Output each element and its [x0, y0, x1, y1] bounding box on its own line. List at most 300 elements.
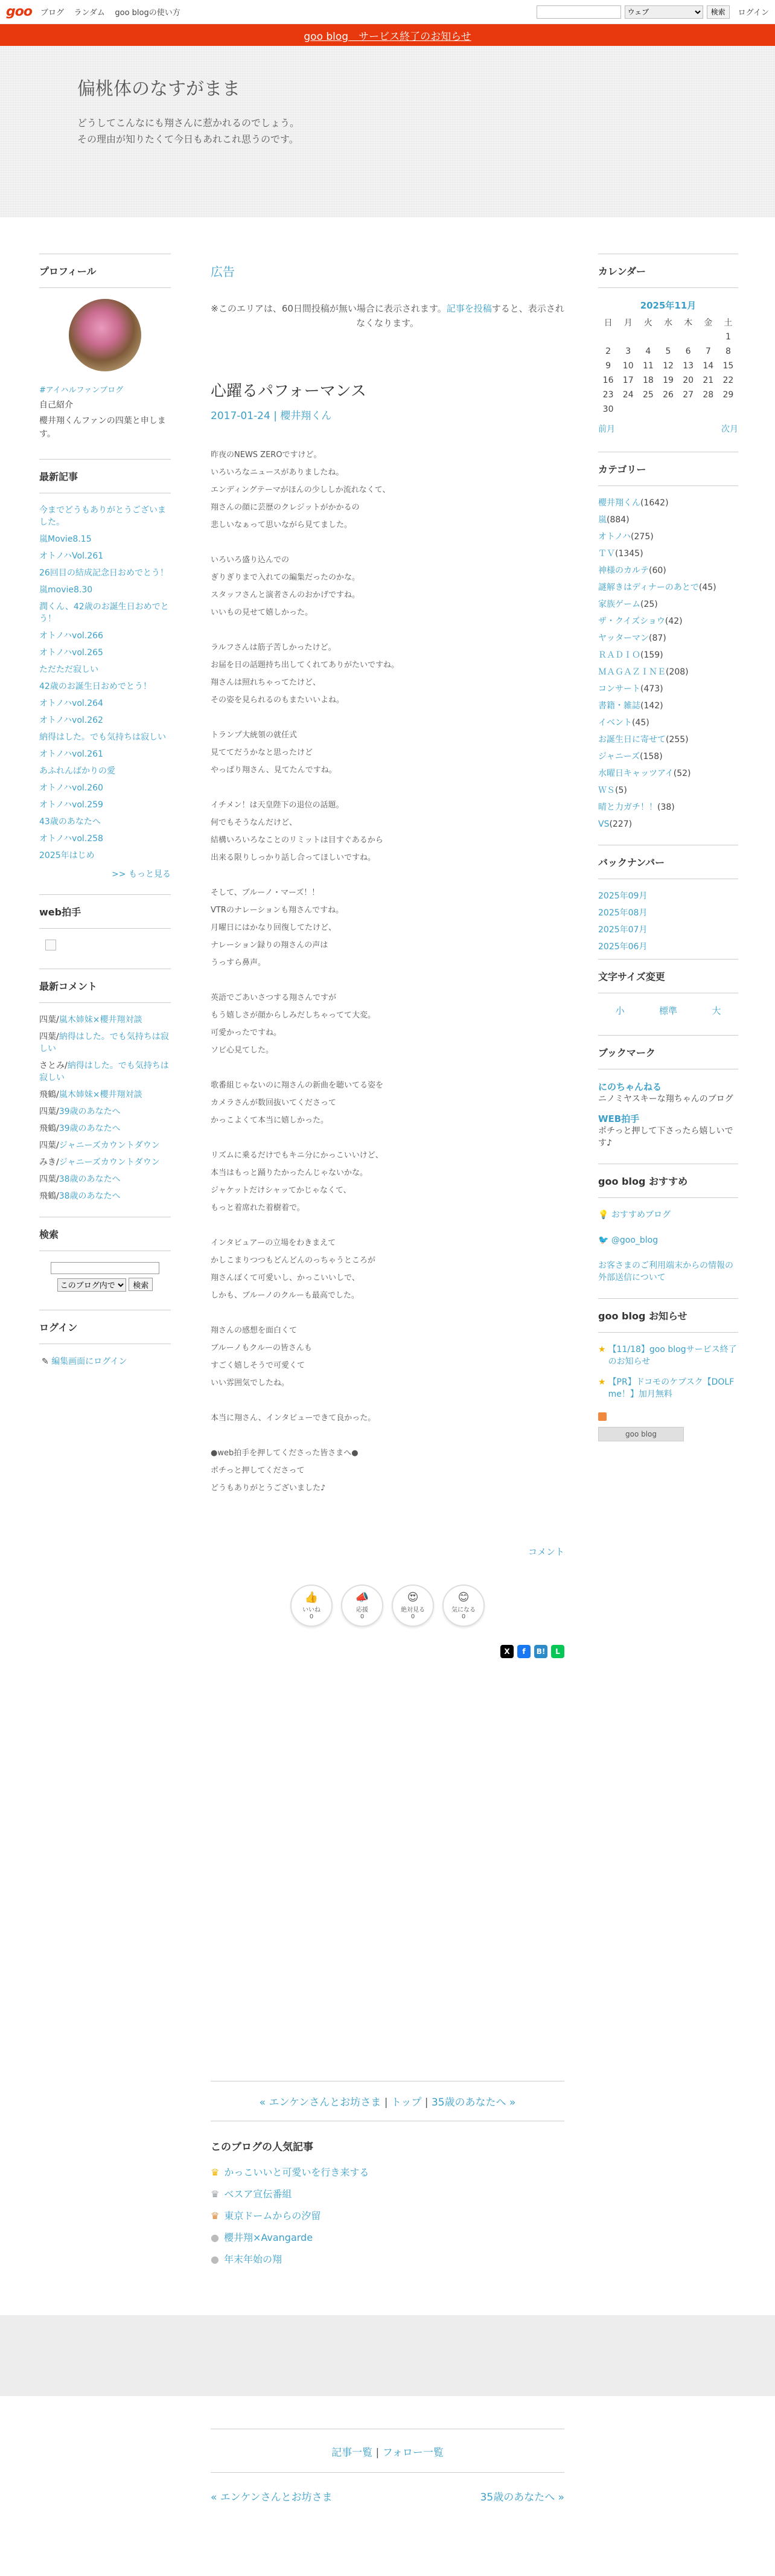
calendar-day: 6	[685, 347, 691, 356]
calendar-day: 26	[663, 390, 674, 400]
list-item	[598, 582, 738, 594]
recent-post-link[interactable]: 26回目の結成記念日おめでとう！	[39, 568, 168, 578]
reaction-label: いいね	[302, 1607, 321, 1613]
calendar-day: 10	[622, 361, 634, 371]
bookmark-box	[598, 1035, 738, 1149]
ad-text-1: ※このエリアは、60日間投稿が無い場合に表示されます。	[211, 303, 447, 314]
calendar-day: 25	[642, 390, 654, 400]
list-item	[39, 782, 171, 794]
news-title: goo blog お知らせ	[598, 1298, 738, 1333]
recommend-blog-link[interactable]: おすすめブログ	[611, 1210, 671, 1220]
post-line: 本当はもっと踊りたかったんじゃないかな。	[211, 1168, 368, 1177]
top-login-link[interactable]: ログイン	[738, 8, 769, 18]
category-link[interactable]: 晴と力ガチ！！	[598, 803, 657, 812]
recent-post-link[interactable]: 今までどうもありがとうございました。	[39, 505, 166, 527]
calendar-day: 4	[645, 347, 651, 356]
recent-post-link[interactable]: オトノハvol.261	[39, 749, 103, 759]
list-item	[598, 548, 738, 560]
category-count: (87)	[649, 633, 666, 643]
nav-random[interactable]: ランダム	[74, 8, 105, 18]
next-post-link[interactable]: 35歳のあなたへ »	[431, 2097, 516, 2109]
calendar-day: 12	[663, 361, 674, 371]
content-wrap	[0, 217, 775, 2270]
calendar-prev-month[interactable]: 前月	[598, 425, 615, 434]
blog-search-input[interactable]	[51, 1262, 159, 1274]
top-search	[537, 5, 769, 19]
recent-comments-box	[39, 969, 171, 1202]
recent-post-link[interactable]: オトノハvol.258	[39, 834, 103, 844]
list-item: 飛鶴/嵐木姉妹×櫻井翔対談	[39, 1090, 142, 1100]
calendar-day: 15	[722, 361, 734, 371]
list-item	[598, 497, 738, 509]
recent-posts-list	[39, 504, 171, 862]
popular-list	[211, 2162, 564, 2270]
calendar-day: 21	[703, 376, 714, 385]
recent-post-link[interactable]: オトノハvol.259	[39, 800, 103, 810]
facebook-share-icon[interactable]: f	[517, 1645, 531, 1658]
blog-search-scope[interactable]	[57, 1278, 126, 1292]
comment-post-link[interactable]: 39歳のあなたへ	[59, 1124, 121, 1133]
calendar-day: 8	[725, 347, 731, 356]
category-count: (38)	[657, 803, 675, 812]
list-item: 四葉/嵐木姉妹×櫻井翔対談	[39, 1015, 142, 1025]
service-end-notice	[0, 24, 775, 46]
post-line: ぎりぎりまで入れての編集だったのかな。	[211, 573, 360, 582]
admin-login-link[interactable]: 編集画面にログイン	[51, 1357, 127, 1366]
reaction-label: 応援	[356, 1607, 368, 1613]
list-item	[598, 767, 738, 780]
goo-blog-badge[interactable]: goo blog	[598, 1427, 684, 1441]
category-link[interactable]: イベント	[598, 718, 632, 728]
comment-author: さとみ	[39, 1061, 65, 1071]
footer-next-post-link[interactable]: 35歳のあなたへ »	[480, 2491, 564, 2504]
list-item	[39, 533, 171, 545]
profile-title: プロフィール	[39, 254, 171, 288]
news-link-1[interactable]: 【11/18】goo blogサービス終了のお知らせ	[608, 1345, 737, 1366]
avatar	[69, 299, 141, 371]
nav-howto[interactable]: goo blogの使い方	[115, 8, 180, 18]
x-share-icon[interactable]: X	[500, 1645, 514, 1658]
list-item	[39, 714, 171, 726]
reaction-button[interactable]	[392, 1584, 434, 1627]
backnumber-link[interactable]: 2025年08月	[598, 908, 648, 918]
reaction-buttons	[211, 1584, 564, 1627]
category-count: (208)	[666, 667, 689, 677]
list-item	[598, 717, 738, 729]
post-line: もう嬉しさが顔からしみだしちゃってて大変。	[211, 1011, 376, 1020]
blog-description-2: その理由が知りたくて今日もあれこれ思うのです。	[77, 133, 299, 145]
weekday-header: 火	[643, 318, 652, 328]
list-item	[39, 647, 171, 659]
popular-post-link[interactable]: 櫻井翔×Avangarde	[223, 2232, 313, 2243]
comment-post-link[interactable]: 38歳のあなたへ	[59, 1191, 121, 1201]
calendar-box	[598, 254, 738, 435]
list-item	[211, 2249, 564, 2270]
category-count: (42)	[665, 617, 683, 626]
popular-post-link[interactable]: かっこいいと可愛いを行き来する	[224, 2167, 369, 2178]
popular-post-link[interactable]: 東京ドームからの汐留	[224, 2210, 321, 2222]
post-line: いいもの見せて嬉しかった。	[211, 608, 313, 617]
calendar-day	[678, 402, 698, 417]
calendar-day: 28	[703, 390, 714, 400]
search-box	[39, 1217, 171, 1292]
list-item	[598, 514, 738, 526]
list-item: 四葉/ジャニーズカウントダウン	[39, 1141, 160, 1150]
calendar-day: 23	[602, 390, 614, 400]
recent-post-link[interactable]: オトノハvol.265	[39, 648, 103, 658]
list-item	[598, 666, 738, 678]
category-link[interactable]: ＷＳ	[598, 786, 615, 795]
calendar-day: 16	[602, 376, 614, 385]
popular-post-link[interactable]: 年末年始の翔	[223, 2254, 282, 2265]
category-link[interactable]: ＲＡＤＩＯ	[598, 650, 640, 660]
list-item	[598, 941, 738, 953]
calendar-month: 2025年11月	[640, 300, 697, 311]
post-line: もっと着席れた着樹着で。	[211, 1203, 305, 1213]
weekday-header: 土	[724, 318, 733, 328]
line-share-icon[interactable]: L	[551, 1645, 564, 1658]
post-date: 2017-01-24	[211, 410, 270, 422]
popular-post-link[interactable]: ベスア宣伝番組	[224, 2188, 292, 2200]
post-title[interactable]: 心躍るパフォーマンス	[211, 382, 366, 400]
recent-post-link[interactable]: 納得はした。でも気持ちは寂しい	[39, 732, 166, 742]
calendar-day: 13	[683, 361, 694, 371]
calendar-day	[618, 330, 638, 344]
category-count: (275)	[631, 532, 654, 542]
comment-post-link[interactable]: ジャニーズカウントダウン	[59, 1158, 160, 1167]
post-line: うっすら鼻声。	[211, 958, 266, 967]
list-item	[39, 567, 171, 579]
post-category-link[interactable]: 櫻井翔くん	[280, 410, 332, 422]
popular-title: このブログの人気記事	[211, 2141, 313, 2153]
category-link[interactable]: 書籍・雑誌	[598, 701, 640, 711]
category-link[interactable]: ヤッターマン	[598, 633, 649, 643]
reaction-button[interactable]	[442, 1584, 485, 1627]
recent-post-link[interactable]: オトノハvol.260	[39, 783, 103, 793]
weekday-header: 月	[624, 318, 633, 328]
post-line: ソビ心見てした。	[211, 1046, 274, 1055]
backnumber-link[interactable]: 2025年06月	[598, 942, 648, 952]
post-line: 翔さんの顔に芸歴のクレジットがかかるの	[211, 503, 360, 512]
backnumber-list[interactable]	[598, 890, 738, 952]
post-line: 悲しいなぁって思いながら見てました。	[211, 521, 352, 530]
reaction-button[interactable]	[341, 1584, 383, 1627]
bookmark-desc-webclap: ポチっと押して下さったら嬉しいです♪	[598, 1126, 733, 1148]
profile-tag-link[interactable]: #アイハルファンブログ	[39, 386, 124, 395]
bookmark-link-nino[interactable]: にのちゃんねる	[598, 1081, 662, 1092]
post-line	[211, 1392, 564, 1409]
post-line: ジャケットだけシャッてかじゃなくて、	[211, 1186, 351, 1195]
category-link[interactable]: VS	[598, 819, 610, 829]
crown-icon: ●	[211, 2232, 219, 2243]
post-line: VTRのナレーションも翔さんですね。	[211, 906, 344, 915]
external-transmission-link[interactable]: お客さまのご利用端末からの情報の外部送信について	[598, 1261, 733, 1283]
category-title: カテゴリー	[598, 452, 738, 486]
category-link[interactable]: オトノハ	[598, 532, 631, 542]
more-posts-link[interactable]: >> もっと見る	[112, 870, 171, 879]
category-count: (5)	[615, 786, 627, 795]
post-line: イチメン！は天皇陛下の退位の話題。	[211, 801, 344, 810]
reaction-button[interactable]	[290, 1584, 333, 1627]
goo-blog-twitter-link[interactable]: @goo_blog	[611, 1235, 659, 1245]
webclap-image[interactable]	[45, 940, 56, 950]
backnumber-link[interactable]: 2025年07月	[598, 925, 648, 935]
footer-band	[0, 2315, 775, 2396]
calendar-day	[698, 330, 718, 344]
calendar-day: 30	[602, 405, 614, 414]
post-line: かっこよくて本当に嬉しかった。	[211, 1116, 329, 1125]
category-link[interactable]: ＴＶ	[598, 549, 615, 559]
category-count: (45)	[698, 583, 716, 592]
nav-blog[interactable]: ブログ	[40, 8, 64, 18]
comment-author: 飛鶴	[39, 1191, 56, 1201]
comment-post-link[interactable]: 納得はした。でも気持ちは寂しい	[39, 1061, 169, 1083]
list-item	[598, 632, 738, 644]
comment-link[interactable]: コメント	[528, 1546, 564, 1557]
star-icon: ★	[598, 1377, 606, 1387]
calendar-day: 3	[625, 347, 631, 356]
right-sidebar	[598, 254, 738, 2270]
list-item	[598, 615, 738, 627]
backnumber-title: バックナンバー	[598, 845, 738, 879]
category-box	[598, 452, 738, 830]
reaction-count: 0	[309, 1613, 314, 1620]
recent-post-link[interactable]: 嵐movie8.30	[39, 585, 93, 595]
list-item	[211, 2205, 564, 2227]
post-line	[211, 1059, 564, 1077]
post-line	[211, 621, 564, 639]
news-box	[598, 1298, 738, 1441]
category-link[interactable]: 水曜日キャッツアイ	[598, 769, 674, 778]
footer: 記事一覧 | フォロー一覧 « エンケンさんとお坊さま 35歳のあなたへ »	[211, 2396, 564, 2576]
weekday-header: 金	[704, 318, 713, 328]
post-line: その姿を見られるのもまたいいよね。	[211, 696, 345, 705]
category-link[interactable]: お誕生日に寄せて	[598, 735, 666, 745]
post-line	[211, 972, 564, 989]
comment-author: 四葉	[39, 1141, 56, 1150]
recent-post-link[interactable]: ただただ寂しい	[39, 665, 98, 674]
recent-comments-list	[39, 1014, 171, 1202]
calendar-day	[618, 402, 638, 417]
list-item	[39, 681, 171, 693]
list-item	[598, 649, 738, 661]
calendar-day	[718, 402, 738, 417]
category-count: (25)	[640, 600, 658, 609]
comment-author: 飛鶴	[39, 1124, 56, 1133]
list-item	[211, 2184, 564, 2205]
list-item	[39, 630, 171, 642]
recent-post-link[interactable]: オトノハvol.262	[39, 716, 103, 725]
calendar-day	[638, 402, 658, 417]
category-count: (60)	[649, 566, 666, 575]
blog-search-button[interactable]: 検索	[129, 1278, 153, 1291]
reaction-emoji-icon: 😍	[407, 1591, 419, 1604]
rss-icon[interactable]	[598, 1412, 607, 1421]
reaction-label: 気になる	[451, 1607, 476, 1613]
blog-description-1: どうしてこんなにも翔さんに惹かれるのでしょう。	[77, 117, 300, 129]
calendar-next-month[interactable]: 次月	[721, 425, 738, 434]
post-line: 翔さんの感想を面白くて	[211, 1326, 298, 1335]
post-line: ラルフさんは筋子苦しかったけど。	[211, 643, 336, 652]
recent-posts-title: 最新記事	[39, 459, 171, 493]
post-line: ポチっと押してくださって	[211, 1466, 305, 1475]
post-line: やっぱり翔さん、見てたんですね。	[211, 766, 337, 775]
post-line: 昨夜のNEWS ZEROですけど。	[211, 450, 322, 460]
hatena-share-icon[interactable]: B!	[534, 1645, 547, 1658]
comment-post-link[interactable]: 38歳のあなたへ	[59, 1174, 121, 1184]
share-buttons	[211, 1645, 564, 1658]
comment-author: 四葉	[39, 1032, 56, 1042]
post-line	[211, 1217, 564, 1234]
backnumber-link[interactable]: 2025年09月	[598, 891, 648, 901]
list-item	[39, 504, 171, 528]
post-line	[211, 1129, 564, 1147]
footer-prev-post-link[interactable]: « エンケンさんとお坊さま	[211, 2491, 333, 2504]
post-line: かしこまりつつもどんどんのっちゃうところが	[211, 1256, 375, 1265]
category-link[interactable]: ＭＡＧＡＺＩＮＥ	[598, 667, 666, 677]
recent-post-link[interactable]: 43歳のあなたへ	[39, 817, 101, 827]
post-body	[211, 446, 564, 1497]
list-item	[211, 2227, 564, 2249]
star-icon: ★	[598, 1345, 606, 1354]
post-line: 歌番組じゃないのに翔さんの新曲を聴いてる姿を	[211, 1081, 384, 1090]
recent-post-link[interactable]: 42歳のお誕生日おめでとう！	[39, 682, 151, 691]
category-link[interactable]: 謎解きはディナーのあとで	[598, 583, 699, 592]
fontsize-box	[598, 959, 738, 1017]
search-title: 検索	[39, 1217, 171, 1251]
comment-post-link[interactable]: 嵐木姉妹×櫻井翔対談	[59, 1090, 142, 1100]
calendar-day	[638, 330, 658, 344]
list-item: 四葉/38歳のあなたへ	[39, 1174, 121, 1184]
left-sidebar	[39, 254, 171, 2270]
category-count: (142)	[640, 701, 663, 711]
top-search-button[interactable]: 検索	[707, 5, 730, 19]
profile-sub: 自己紹介	[39, 400, 73, 410]
top-link[interactable]: トップ	[391, 2097, 422, 2109]
twitter-icon: 🐦	[598, 1235, 609, 1245]
comment-post-link[interactable]: ジャニーズカウントダウン	[59, 1141, 160, 1150]
recent-post-link[interactable]: あふれんばかりの愛	[39, 766, 115, 776]
webclap-box	[39, 894, 171, 950]
recent-post-link[interactable]: 嵐Movie8.15	[39, 534, 92, 544]
calendar-day	[658, 330, 678, 344]
prev-post-link[interactable]: « エンケンさんとお坊さま	[259, 2097, 381, 2109]
category-count: (255)	[666, 735, 689, 745]
category-count: (158)	[640, 752, 663, 761]
category-count: (884)	[607, 515, 630, 525]
search-scope-select[interactable]	[625, 5, 703, 19]
list-item	[598, 700, 738, 712]
bookmark-link-webclap[interactable]: WEB拍手	[598, 1113, 640, 1124]
top-bar	[0, 0, 775, 24]
ad-title: 広告	[211, 264, 235, 279]
post-line: カメラさんが数回抜いてくださって	[211, 1098, 337, 1107]
comment-author: 四葉	[39, 1015, 56, 1025]
font-small-button[interactable]: 小	[615, 1005, 625, 1016]
post-line: 可愛かったですね。	[211, 1028, 282, 1037]
post-line: 結構いろいろなことのリミットは目すぐあるから	[211, 836, 383, 845]
post-line	[211, 867, 564, 884]
list-item	[598, 598, 738, 610]
post-line: 翔さんは照れちゃってたけど、	[211, 678, 321, 687]
reaction-count: 0	[461, 1613, 466, 1620]
calendar-day: 20	[683, 376, 694, 385]
category-list	[598, 497, 738, 830]
ad-post-link[interactable]: 記事を投稿	[446, 303, 492, 314]
top-search-input[interactable]	[537, 5, 621, 19]
article-list-link[interactable]: 記事一覧	[331, 2447, 373, 2459]
category-link[interactable]: コンサート	[598, 684, 640, 694]
calendar-day: 27	[683, 390, 694, 400]
post-line: いろいろ盛り込んでの	[211, 556, 290, 565]
top-nav	[40, 6, 188, 18]
category-link[interactable]: 家族ゲーム	[598, 600, 640, 609]
crown-icon: ♛	[211, 2167, 220, 2178]
recent-post-link[interactable]: 2025年はじめ	[39, 851, 95, 860]
calendar-day: 5	[665, 347, 671, 356]
recommend-title: goo blog おすすめ	[598, 1164, 738, 1198]
comment-post-link[interactable]: 嵐木姉妹×櫻井翔対談	[59, 1015, 142, 1025]
category-count: (1642)	[640, 498, 669, 508]
comment-author: 飛鶴	[39, 1090, 56, 1100]
post-line: そして、ブルーノ・マーズ！！	[211, 888, 320, 897]
post-line: いい雰囲気でしたね。	[211, 1379, 290, 1388]
calendar-day	[678, 330, 698, 344]
category-count: (227)	[609, 819, 633, 829]
comment-author: みき	[39, 1158, 56, 1167]
post-line: 何でもそうなんだけど、	[211, 818, 298, 827]
main-content	[211, 254, 564, 2270]
weekday-header: 木	[684, 318, 693, 328]
list-item	[39, 697, 171, 710]
recent-post-link[interactable]: 潤くん、42歳のお誕生日おめでとう！	[39, 602, 169, 624]
calendar-day: 29	[722, 390, 734, 400]
post-line: どうもありがとうございました♪	[211, 1484, 326, 1493]
post-line: 本当に翔さん、インタビューできて良かった。	[211, 1414, 376, 1423]
category-link[interactable]: ザ・クイズショウ	[598, 617, 665, 626]
recent-post-link[interactable]: オトノハvol.264	[39, 699, 103, 708]
blog-title[interactable]: 偏桃体のなすがまま	[77, 78, 240, 100]
comment-post-link[interactable]: 39歳のあなたへ	[59, 1107, 121, 1117]
calendar-day: 17	[622, 376, 634, 385]
category-link[interactable]: 神様のカルテ	[598, 566, 649, 575]
category-link[interactable]: ジャニーズ	[598, 752, 640, 761]
post-line	[211, 1427, 564, 1444]
category-count: (473)	[640, 684, 663, 694]
goo-logo[interactable]: goo	[6, 4, 32, 19]
service-end-link[interactable]: goo blog サービス終了のお知らせ	[304, 30, 471, 43]
list-item	[598, 565, 738, 577]
font-large-button[interactable]: 大	[712, 1005, 721, 1016]
list-item	[598, 907, 738, 919]
follow-list-link[interactable]: フォロー一覧	[382, 2447, 444, 2459]
list-item	[598, 683, 738, 695]
profile-text: 櫻井翔くんファンの四葉と申します。	[39, 416, 166, 439]
calendar-day: 1	[725, 332, 731, 342]
category-link[interactable]: 櫻井翔くん	[598, 498, 640, 508]
news-link-2[interactable]: 【PR】ドコモのケブスク【DOLF me！】加月無料	[608, 1377, 735, 1399]
reaction-emoji-icon: 😊	[458, 1591, 470, 1604]
list-item	[598, 734, 738, 746]
recent-post-link[interactable]: オトノハVol.261	[39, 551, 104, 561]
calendar-day: 19	[663, 376, 674, 385]
recent-post-link[interactable]: オトノハvol.266	[39, 631, 103, 641]
category-link[interactable]: 嵐	[598, 515, 607, 525]
font-normal-button[interactable]: 標準	[659, 1005, 677, 1016]
crown-icon: ♛	[211, 2188, 220, 2200]
list-item	[39, 816, 171, 828]
comment-post-link[interactable]: 納得はした。でも気持ちは寂しい	[39, 1032, 169, 1054]
